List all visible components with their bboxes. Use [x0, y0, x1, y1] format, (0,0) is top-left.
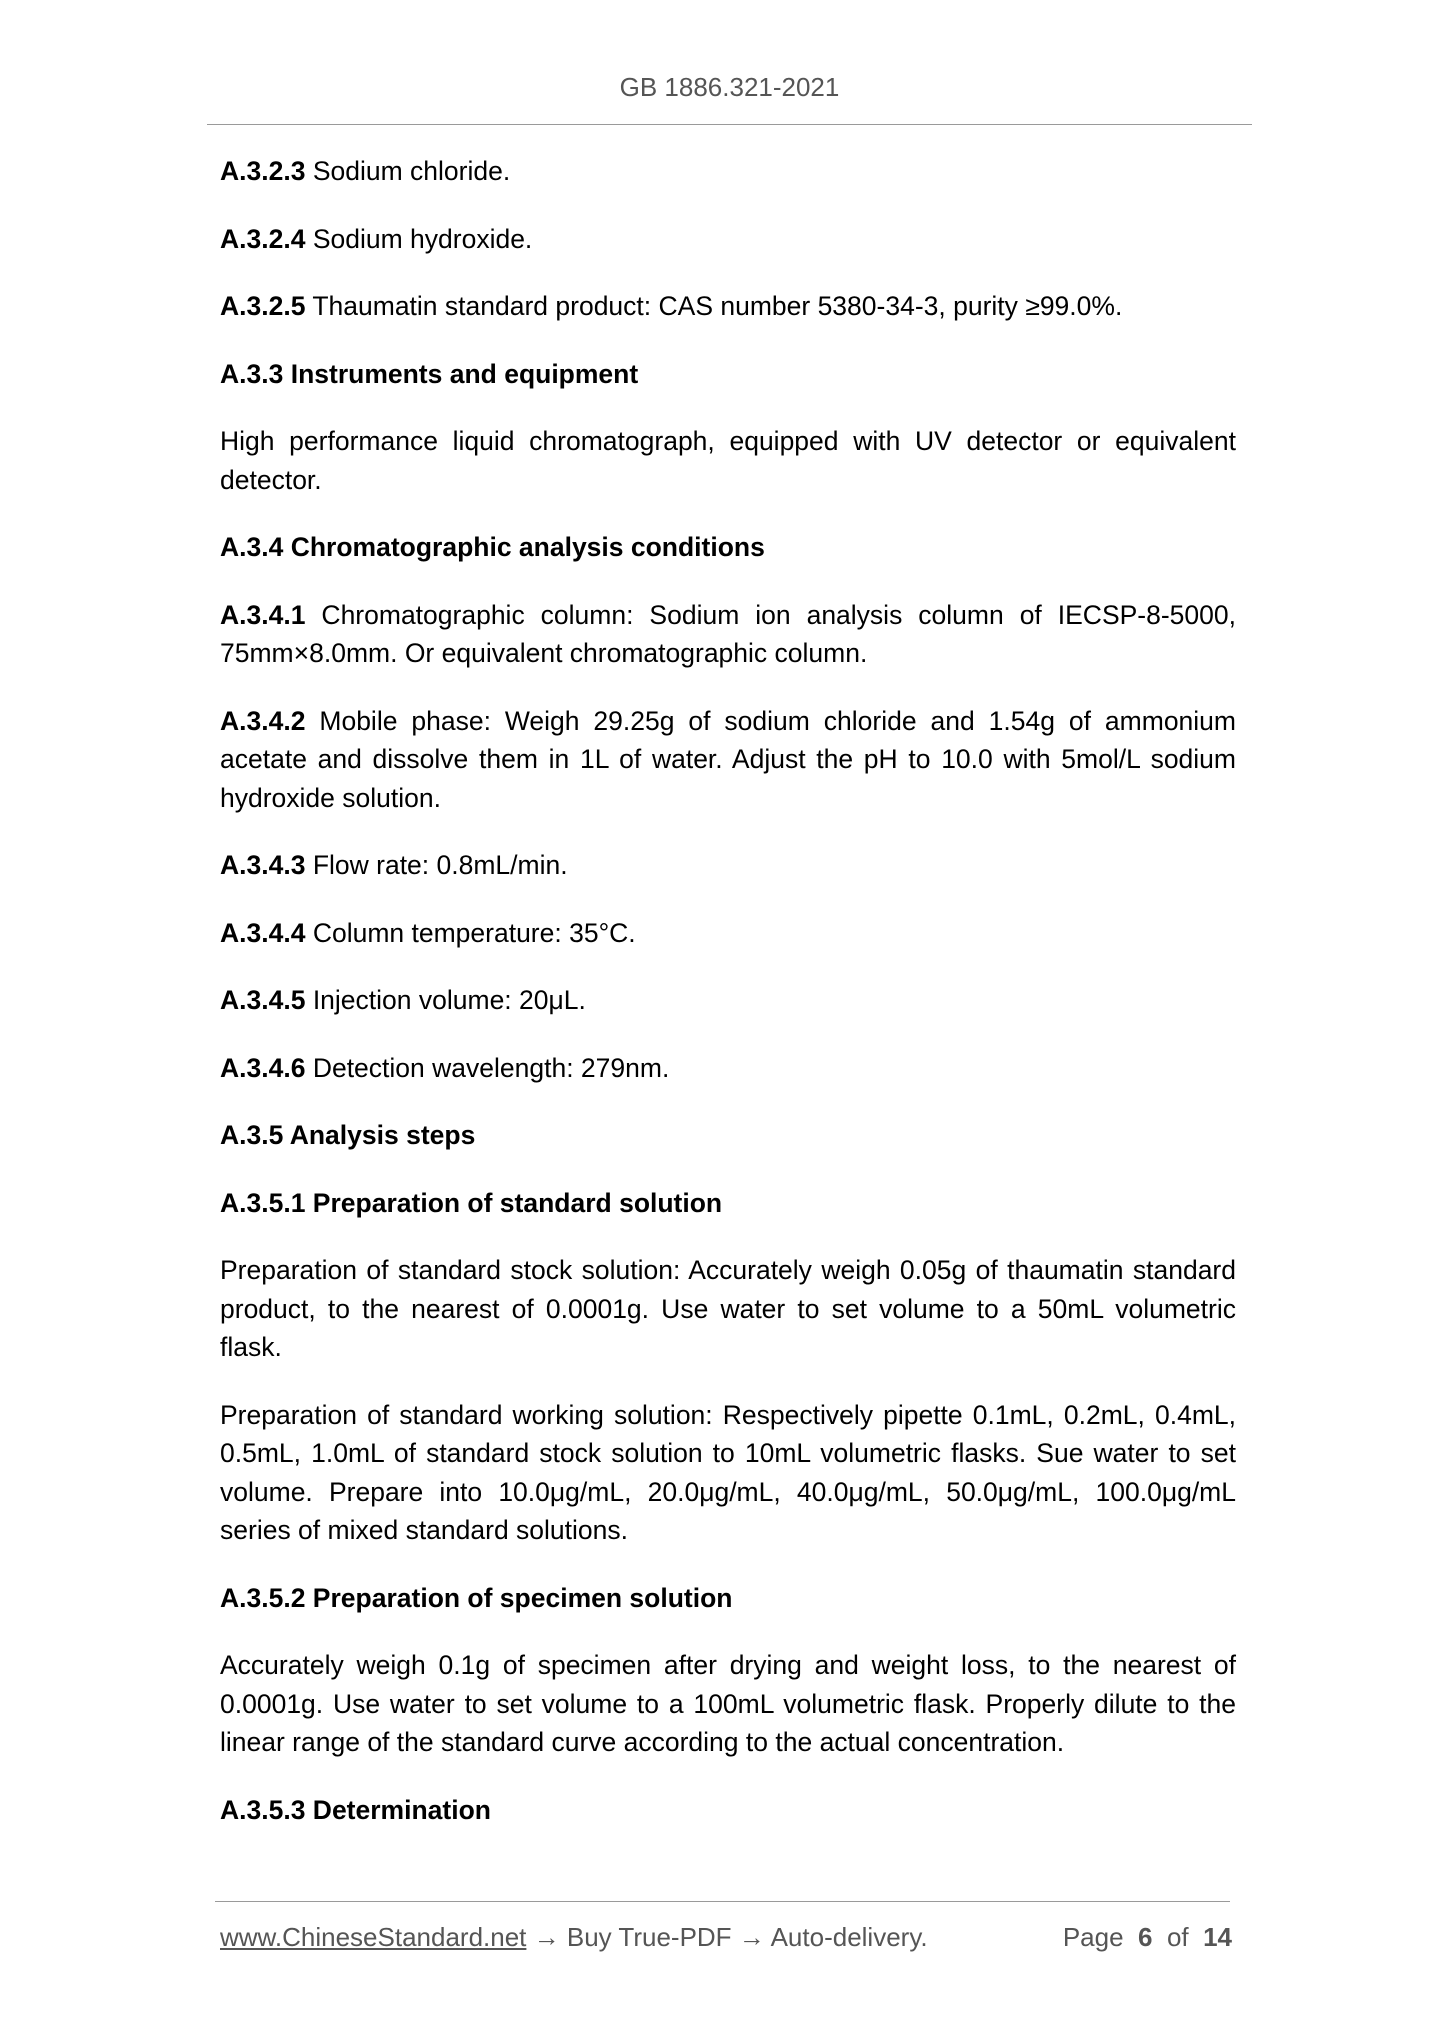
arrow-right-icon: → [526, 1922, 567, 1952]
of-label: of [1166, 1922, 1189, 1952]
clause-a-3-2-3 [220, 152, 1236, 191]
clause-text: Thaumatin standard product: CAS number 5380-34-3, purity ≥99.0%. [305, 291, 1123, 321]
page-current: 6 [1138, 1922, 1153, 1952]
clause-number: A.3.4.1 [220, 599, 306, 630]
footer-promo [220, 1922, 928, 1953]
clause-number: A.3.2.4 [220, 223, 306, 254]
document-body [220, 152, 1236, 1858]
page-header [207, 0, 1252, 125]
clause-number: A.3.2.5 [220, 291, 306, 321]
arrow-right-icon: → [731, 1922, 771, 1952]
section-heading-determination: A.3.5.3 Determination [220, 1794, 491, 1825]
clause-text: Injection volume: 20μL. [305, 985, 586, 1015]
clause-a-3-2-5 [220, 287, 1236, 326]
body-paragraph-specimen: Accurately weigh 0.1g of specimen after drying and weight loss, to the nearest of 0.0001g. Use water to set volume to a 100mL volumetric flask. Properly dilute to the linear range of the standard curve according to the actual concentration. [220, 1650, 1236, 1757]
section-heading-specimen-solution: A.3.5.2 Preparation of specimen solution [220, 1582, 733, 1613]
clause-text: Sodium hydroxide. [305, 223, 533, 254]
website-link[interactable]: www.ChineseStandard.net [220, 1922, 527, 1952]
clause-text: Detection wavelength: 279nm. [305, 1052, 670, 1083]
clause-a-3-4-3 [220, 846, 1236, 885]
section-heading-analysis-steps: A.3.5 Analysis steps [220, 1120, 476, 1150]
clause-a-3-2-4 [220, 220, 1236, 259]
clause-a-3-4-5 [220, 981, 1236, 1020]
document-standard-number: GB 1886.321-2021 [619, 72, 840, 102]
clause-a-3-4-6 [220, 1049, 1236, 1088]
body-paragraph-working-solution: Preparation of standard working solution: Respectively pipette 0.1mL, 0.2mL, 0.4mL, 0.5mL, 1.0mL of standard stock solution to 10mL volumetric flasks. Sue water to set volume. Prepare into 10.0μg/mL, 20.0μg/mL, 40.0μg/mL, 50.0μg/mL, 100.0μg/mL series of mixed standard solutions. [220, 1399, 1236, 1545]
page-label: Page [1062, 1922, 1124, 1952]
clause-a-3-4-4 [220, 914, 1236, 953]
footer-divider [215, 1901, 1230, 1902]
body-paragraph-instruments: High performance liquid chromatograph, equipped with UV detector or equivalent detector. [220, 426, 1236, 495]
clause-number: A.3.4.4 [220, 917, 306, 948]
buy-text: Buy True-PDF [566, 1922, 732, 1952]
clause-text: Chromatographic column: Sodium ion analysis column of IECSP-8-5000, 75mm×8.0mm. Or equivalent chromatographic column. [220, 599, 1236, 668]
section-heading-instruments: A.3.3 Instruments and equipment [220, 358, 639, 389]
clause-text: Column temperature: 35°C. [305, 917, 636, 948]
clause-number: A.3.2.3 [220, 156, 306, 186]
clause-text: Mobile phase: Weigh 29.25g of sodium chloride and 1.54g of ammonium acetate and dissolve them in 1L of water. Adjust the pH to 10.0 with 5mol/L sodium hydroxide solution. [220, 705, 1236, 813]
delivery-text: Auto-delivery. [770, 1922, 928, 1952]
page-total: 14 [1203, 1922, 1232, 1952]
clause-number: A.3.4.2 [220, 705, 306, 736]
clause-number: A.3.4.3 [220, 850, 306, 880]
clause-number: A.3.4.5 [220, 985, 306, 1015]
clause-a-3-4-2 [220, 702, 1236, 818]
body-paragraph-stock-solution: Preparation of standard stock solution: Accurately weigh 0.05g of thaumatin standard product, to the nearest of 0.0001g. Use water to set volume to a 50mL volumetric flask. [220, 1255, 1236, 1362]
clause-number: A.3.4.6 [220, 1052, 306, 1083]
section-heading-standard-solution: A.3.5.1 Preparation of standard solution [220, 1187, 723, 1218]
clause-text: Flow rate: 0.8mL/min. [305, 850, 568, 880]
page-indicator [1063, 1922, 1232, 1953]
section-heading-chromatographic-conditions: A.3.4 Chromatographic analysis conditions [220, 532, 765, 562]
clause-text: Sodium chloride. [305, 156, 511, 186]
clause-a-3-4-1 [220, 596, 1236, 673]
